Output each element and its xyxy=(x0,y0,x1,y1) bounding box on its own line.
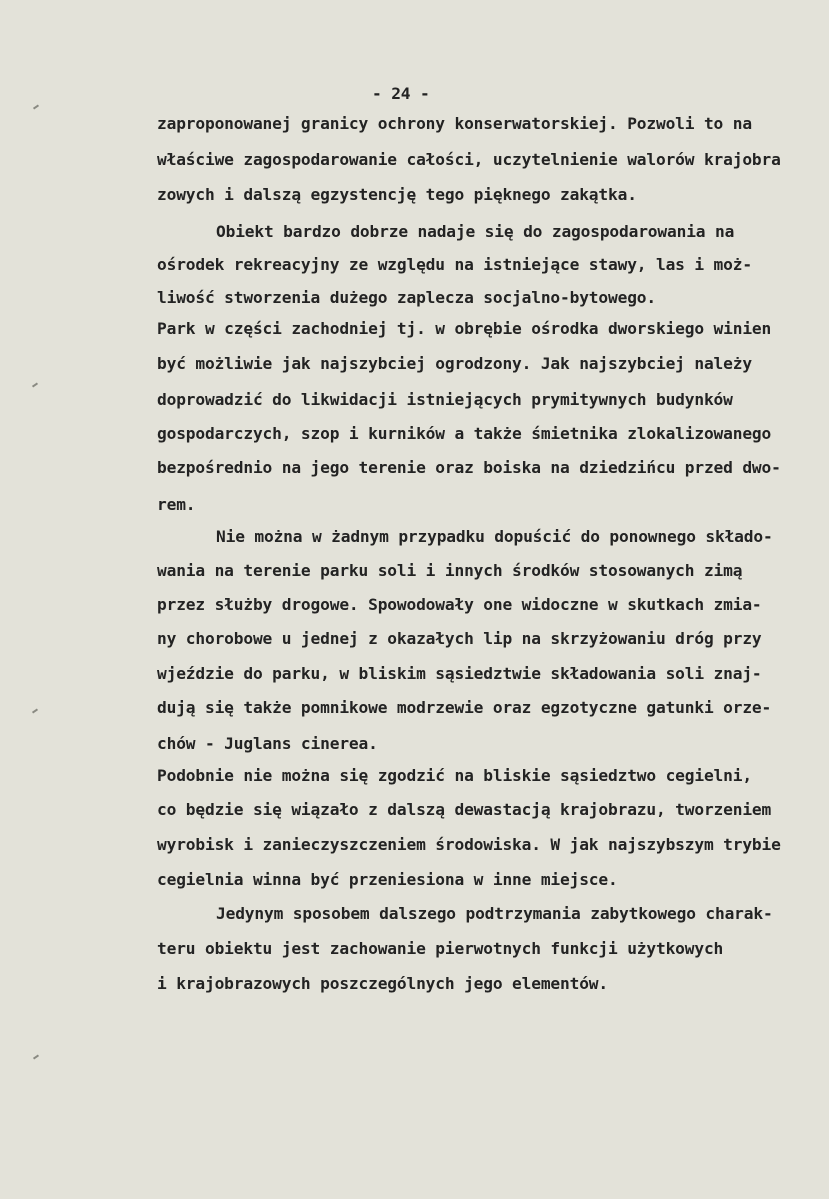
text-line: być możliwie jak najszybciej ogrodzony. Jak najszybciej należy xyxy=(157,354,752,373)
text-line: rem. xyxy=(157,495,196,514)
text-line: teru obiektu jest zachowanie pierwotnych funkcji użytkowych xyxy=(157,939,724,958)
text-line: bezpośrednio na jego terenie oraz boiska na dziedzińcu przed dwo- xyxy=(157,458,781,477)
text-line: wania na terenie parku soli i innych środków stosowanych zimą xyxy=(157,561,743,580)
text-line: ny chorobowe u jednej z okazałych lip na skrzyżowaniu dróg przy xyxy=(157,629,762,648)
text-line: zaproponowanej granicy ochrony konserwatorskiej. Pozwoli to na xyxy=(157,114,752,133)
text-line: dują się także pomnikowe modrzewie oraz egzotyczne gatunki orze- xyxy=(157,698,772,717)
margin-speck xyxy=(32,382,38,387)
text-line: co będzie się wiązało z dalszą dewastacją krajobrazu, tworzeniem xyxy=(157,800,772,819)
text-line: właściwe zagospodarowanie całości, uczytelnienie walorów krajobra xyxy=(157,150,781,169)
text-line: i krajobrazowych poszczególnych jego elementów. xyxy=(157,974,608,993)
margin-speck xyxy=(33,1054,39,1059)
text-line: Podobnie nie można się zgodzić na bliskie sąsiedztwo cegielni, xyxy=(157,766,752,785)
margin-speck xyxy=(32,708,38,713)
margin-speck xyxy=(33,104,39,109)
text-line: przez służby drogowe. Spowodowały one widoczne w skutkach zmia- xyxy=(157,595,762,614)
page-number: - 24 - xyxy=(372,84,430,103)
text-line: chów - Juglans cinerea. xyxy=(157,734,378,753)
text-line: ośrodek rekreacyjny ze względu na istniejące stawy, las i moż- xyxy=(157,255,752,274)
text-line: wjeździe do parku, w bliskim sąsiedztwie składowania soli znaj- xyxy=(157,664,762,683)
text-line: gospodarczych, szop i kurników a także śmietnika zlokalizowanego xyxy=(157,424,772,443)
text-line: Obiekt bardzo dobrze nadaje się do zagospodarowania na xyxy=(216,222,735,241)
text-line: wyrobisk i zanieczyszczeniem środowiska. W jak najszybszym trybie xyxy=(157,835,781,854)
text-line: Jedynym sposobem dalszego podtrzymania zabytkowego charak- xyxy=(216,904,773,923)
text-line: cegielnia winna być przeniesiona w inne miejsce. xyxy=(157,870,618,889)
text-line: Nie można w żadnym przypadku dopuścić do ponownego składo- xyxy=(216,527,773,546)
text-line: zowych i dalszą egzystencję tego pięknego zakątka. xyxy=(157,185,637,204)
text-line: doprowadzić do likwidacji istniejących prymitywnych budynków xyxy=(157,390,733,409)
text-line: Park w części zachodniej tj. w obrębie ośrodka dworskiego winien xyxy=(157,319,772,338)
text-line: liwość stworzenia dużego zaplecza socjalno-bytowego. xyxy=(157,288,656,307)
